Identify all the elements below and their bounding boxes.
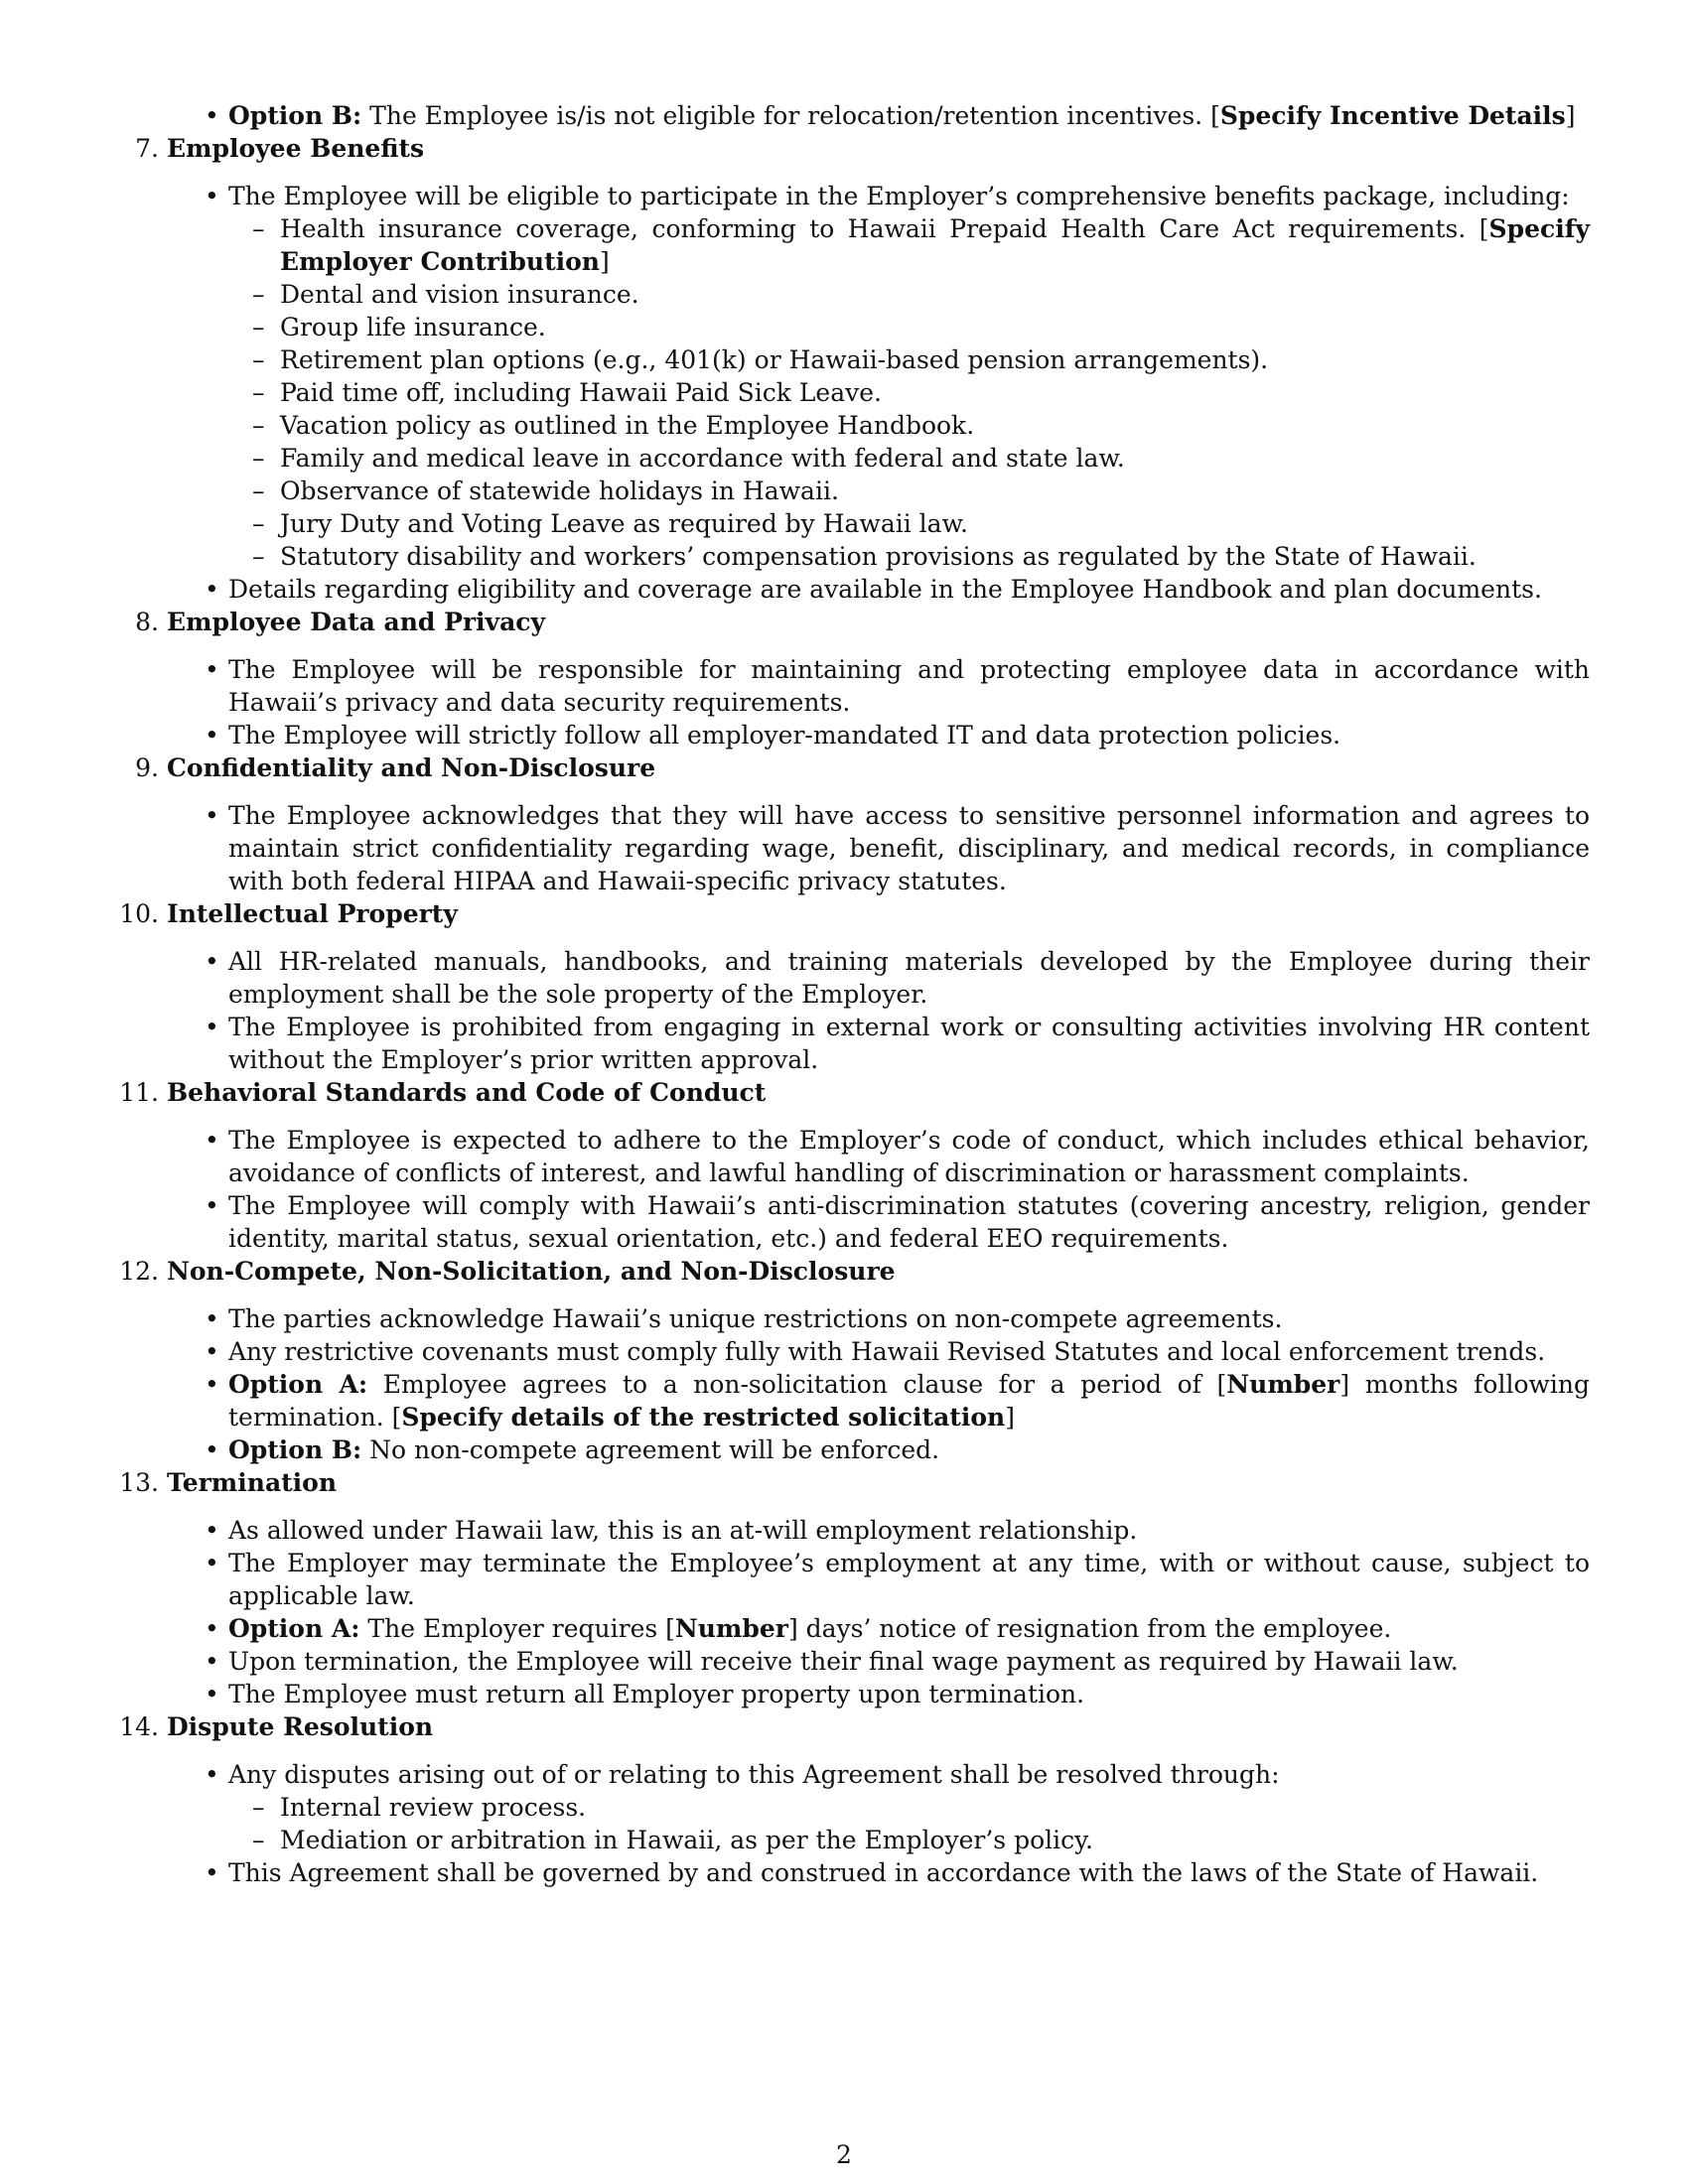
bullet-list xyxy=(167,1758,1590,1889)
section-heading xyxy=(135,132,1590,165)
section-number: 9. xyxy=(135,753,159,782)
bullet-list xyxy=(167,653,1590,751)
list-item: • The parties acknowledge Hawaii’s unique restrictions on non-compete agreements. xyxy=(228,1302,1590,1335)
section-title: Non-Compete, Non-Solicitation, and Non-Disclosure xyxy=(167,1257,896,1286)
section-number: 14. xyxy=(119,1712,159,1741)
section-heading xyxy=(135,751,1590,784)
section-heading xyxy=(119,1466,1590,1499)
bullet-list xyxy=(167,1514,1590,1710)
section-title: Termination xyxy=(167,1468,338,1497)
list-item: • Any restrictive covenants must comply fully with Hawaii Revised Statutes and local enforcement trends. xyxy=(228,1335,1590,1368)
section-title: Employee Benefits xyxy=(167,134,425,163)
list-item: • Any disputes arising out of or relating to this Agreement shall be resolved through: – Internal review process. – Mediation or arbitration in Hawaii, as per the Employer’s policy. xyxy=(228,1758,1590,1856)
list-item: – Jury Duty and Voting Leave as required by Hawaii law. xyxy=(280,507,1590,540)
list-item: – Health insurance coverage, conforming to Hawaii Prepaid Health Care Act requirements. [Specify Employer Contribution] xyxy=(280,212,1590,278)
section-title: Confidentiality and Non-Disclosure xyxy=(167,753,656,782)
section-dispute-resolution xyxy=(119,1710,1590,1889)
list-item: – Statutory disability and workers’ compensation provisions as regulated by the State of Hawaii. xyxy=(280,540,1590,573)
section-number: 13. xyxy=(119,1468,159,1497)
bullet-list xyxy=(167,180,1590,606)
section-code-of-conduct xyxy=(119,1076,1590,1255)
list-item: – Family and medical leave in accordance with federal and state law. xyxy=(280,442,1590,475)
list-item: • The Employee is expected to adhere to the Employer’s code of conduct, which includes ethical behavior, avoidance of conflicts of interest, and lawful handling of discrimination or harassment complaints. xyxy=(228,1124,1590,1189)
section-title: Employee Data and Privacy xyxy=(167,608,546,636)
section-employee-benefits xyxy=(135,132,1590,606)
section-title: Behavioral Standards and Code of Conduct xyxy=(167,1078,767,1107)
section-confidentiality xyxy=(135,751,1590,897)
section-title: Intellectual Property xyxy=(167,899,458,928)
section-number: 7. xyxy=(135,134,159,163)
section-heading xyxy=(119,897,1590,930)
page-number: 2 xyxy=(836,2140,852,2169)
section-number: 11. xyxy=(119,1078,159,1107)
bullet-list xyxy=(167,945,1590,1076)
section-heading xyxy=(135,606,1590,638)
list-item: • Upon termination, the Employee will receive their final wage payment as required by Hawaii law. xyxy=(228,1645,1590,1678)
section-heading xyxy=(119,1710,1590,1743)
list-item: • The Employee is prohibited from engaging in external work or consulting activities involving HR content without the Employer’s prior written approval. xyxy=(228,1011,1590,1076)
section-employee-data-privacy xyxy=(135,606,1590,751)
bullet-list xyxy=(167,1302,1590,1466)
list-item: • The Employee must return all Employer property upon termination. xyxy=(228,1678,1590,1710)
dash-list xyxy=(228,1791,1590,1856)
list-item: – Vacation policy as outlined in the Employee Handbook. xyxy=(280,409,1590,442)
section-number: 12. xyxy=(119,1257,159,1286)
list-item: • The Employee will be responsible for maintaining and protecting employee data in accordance with Hawaii’s privacy and data security requirements. xyxy=(228,653,1590,719)
list-item: – Observance of statewide holidays in Hawaii. xyxy=(280,475,1590,507)
list-item: • Details regarding eligibility and coverage are available in the Employee Handbook and plan documents. xyxy=(228,573,1590,606)
section-title: Dispute Resolution xyxy=(167,1712,434,1741)
bullet-list xyxy=(167,799,1590,897)
bullet-list xyxy=(167,1124,1590,1255)
list-item: • Option B: The Employee is/is not eligible for relocation/retention incentives. [Specify Incentive Details] xyxy=(228,99,1590,132)
list-item: • The Employee will comply with Hawaii’s anti-discrimination statutes (covering ancestry, religion, gender identity, marital status, sexual orientation, etc.) and federal EEO requirements. xyxy=(228,1189,1590,1255)
section-number: 10. xyxy=(119,899,159,928)
list-item: – Paid time off, including Hawaii Paid Sick Leave. xyxy=(280,376,1590,409)
list-item: • As allowed under Hawaii law, this is an at-will employment relationship. xyxy=(228,1514,1590,1547)
list-item: • This Agreement shall be governed by and construed in accordance with the laws of the State of Hawaii. xyxy=(228,1856,1590,1889)
list-item: • The Employee will strictly follow all employer-mandated IT and data protection policies. xyxy=(228,719,1590,751)
list-item: • The Employer may terminate the Employee’s employment at any time, with or without cause, subject to applicable law. xyxy=(228,1547,1590,1612)
section-non-compete xyxy=(119,1255,1591,1466)
list-item: – Group life insurance. xyxy=(280,311,1590,343)
section-heading xyxy=(119,1076,1590,1109)
list-item: • Option A: The Employer requires [Number] days’ notice of resignation from the employee. xyxy=(228,1612,1590,1645)
list-item: – Mediation or arbitration in Hawaii, as per the Employer’s policy. xyxy=(280,1824,1590,1856)
list-item: • The Employee will be eligible to participate in the Employer’s comprehensive benefits package, including: – Health insurance coverage, conforming to Hawaii Prepaid Health Care Act requirements. [Specify Employer Contribution] – Dental and vision insurance. – Group life insurance. – Retirement plan options (e.g., 401(k) or Hawaii-based pension arrangements). – Paid time off, including Hawaii Paid Sick Leave. – Vacation policy as outlined in the Employee Handbook. – Family and medical leave in accordance with federal and state law. – Observance of statewide holidays in Hawaii. – Jury Duty and Voting Leave as required by Hawaii law. – Statutory disability and workers’ compensation provisions as regulated by the State of Hawaii. xyxy=(228,180,1590,573)
section-termination xyxy=(119,1466,1590,1710)
document-page xyxy=(119,99,1591,1889)
section-intellectual-property xyxy=(119,897,1590,1076)
section-number: 8. xyxy=(135,608,159,636)
top-bullet-list xyxy=(167,99,1590,132)
list-item: – Internal review process. xyxy=(280,1791,1590,1824)
list-item: • Option B: No non-compete agreement will be enforced. xyxy=(228,1433,1590,1466)
list-item: • Option A: Employee agrees to a non-solicitation clause for a period of [Number] months following termination. [Specify details of the restricted solicitation] xyxy=(228,1368,1590,1433)
dash-list xyxy=(228,212,1590,573)
section-heading xyxy=(119,1255,1590,1288)
list-item: – Dental and vision insurance. xyxy=(280,278,1590,311)
list-item: • The Employee acknowledges that they will have access to sensitive personnel information and agrees to maintain strict confidentiality regarding wage, benefit, disciplinary, and medical records, in compliance with both federal HIPAA and Hawaii-specific privacy statutes. xyxy=(228,799,1590,897)
list-item: – Retirement plan options (e.g., 401(k) or Hawaii-based pension arrangements). xyxy=(280,343,1590,376)
list-item: • All HR-related manuals, handbooks, and training materials developed by the Employee during their employment shall be the sole property of the Employer. xyxy=(228,945,1590,1011)
